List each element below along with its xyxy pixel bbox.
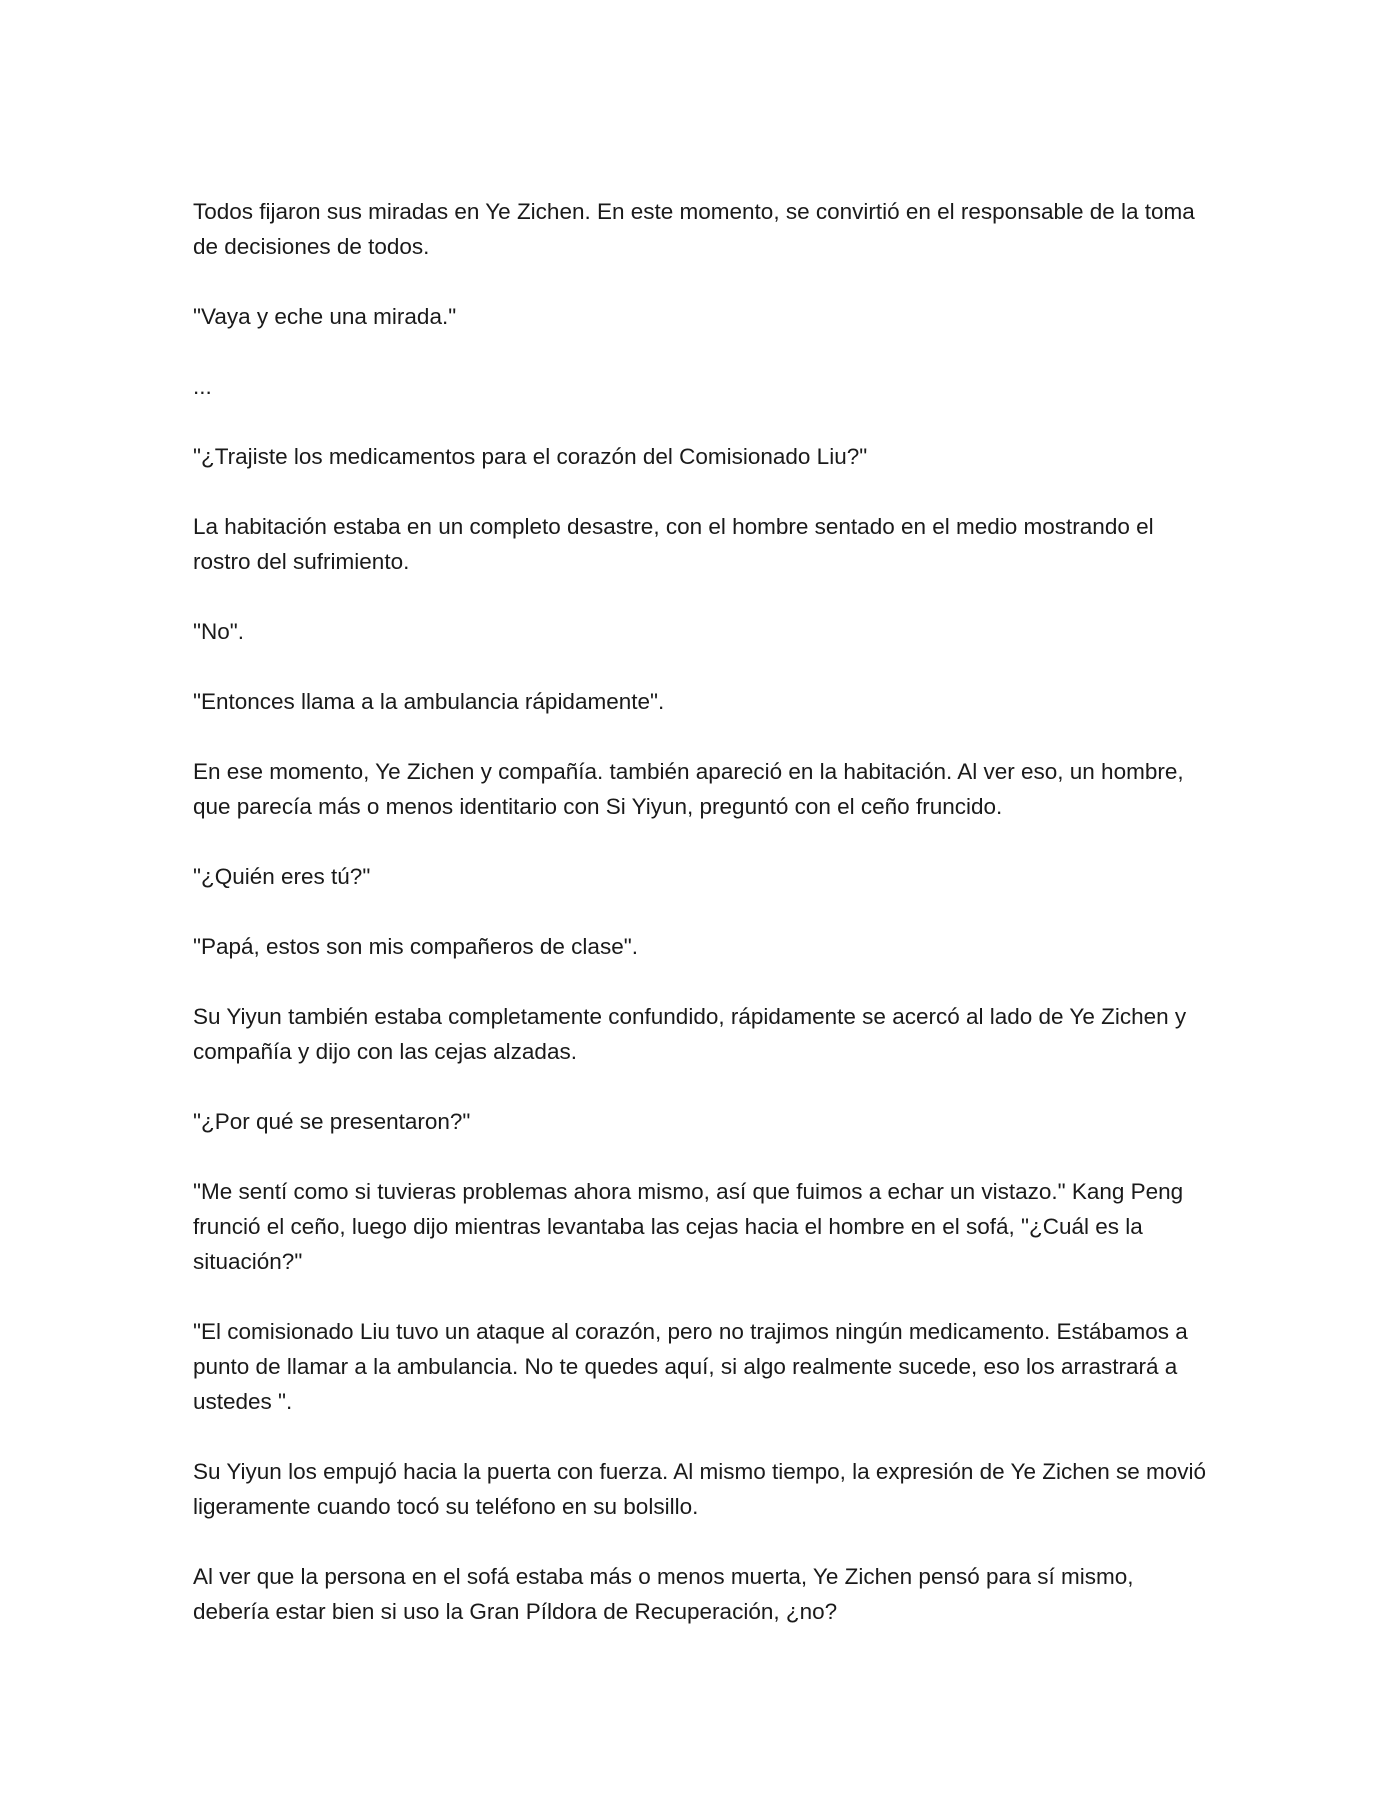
paragraph-8: En ese momento, Ye Zichen y compañía. también apareció en la habitación. Al ver eso, un hombre, que parecía más o menos identitario con Si Yiyun, preguntó con el ceño fruncido. <box>193 759 1184 819</box>
document-body <box>193 194 1213 1664</box>
paragraph-12: "¿Por qué se presentaron?" <box>193 1109 471 1134</box>
paragraph-2: "Vaya y eche una mirada." <box>193 304 457 329</box>
paragraph-4: "¿Trajiste los medicamentos para el corazón del Comisionado Liu?" <box>193 444 868 469</box>
paragraph-10: "Papá, estos son mis compañeros de clase". <box>193 934 638 959</box>
paragraph-14: "El comisionado Liu tuvo un ataque al corazón, pero no trajimos ningún medicamento. Estábamos a punto de llamar a la ambulancia. No te quedes aquí, si algo realmente sucede, eso los arrastrará a ustedes ". <box>193 1319 1188 1414</box>
paragraph-16: Al ver que la persona en el sofá estaba más o menos muerta, Ye Zichen pensó para sí mismo, debería estar bien si uso la Gran Píldora de Recuperación, ¿no? <box>193 1564 1134 1624</box>
paragraph-13: "Me sentí como si tuvieras problemas ahora mismo, así que fuimos a echar un vistazo." Kang Peng frunció el ceño, luego dijo mientras levantaba las cejas hacia el hombre en el sofá, "¿Cuál es la situación?" <box>193 1179 1184 1274</box>
paragraph-9: "¿Quién eres tú?" <box>193 864 371 889</box>
paragraph-15: Su Yiyun los empujó hacia la puerta con fuerza. Al mismo tiempo, la expresión de Ye Zichen se movió ligeramente cuando tocó su teléfono en su bolsillo. <box>193 1459 1207 1519</box>
paragraph-7: "Entonces llama a la ambulancia rápidamente". <box>193 689 665 714</box>
paragraph-1: Todos fijaron sus miradas en Ye Zichen. En este momento, se convirtió en el responsable de la toma de decisiones de todos. <box>193 199 1195 259</box>
paragraph-3: ... <box>193 374 212 399</box>
paragraph-6: "No". <box>193 619 244 644</box>
paragraph-5: La habitación estaba en un completo desastre, con el hombre sentado en el medio mostrando el rostro del sufrimiento. <box>193 514 1154 574</box>
paragraph-11: Su Yiyun también estaba completamente confundido, rápidamente se acercó al lado de Ye Zichen y compañía y dijo con las cejas alzadas. <box>193 1004 1187 1064</box>
